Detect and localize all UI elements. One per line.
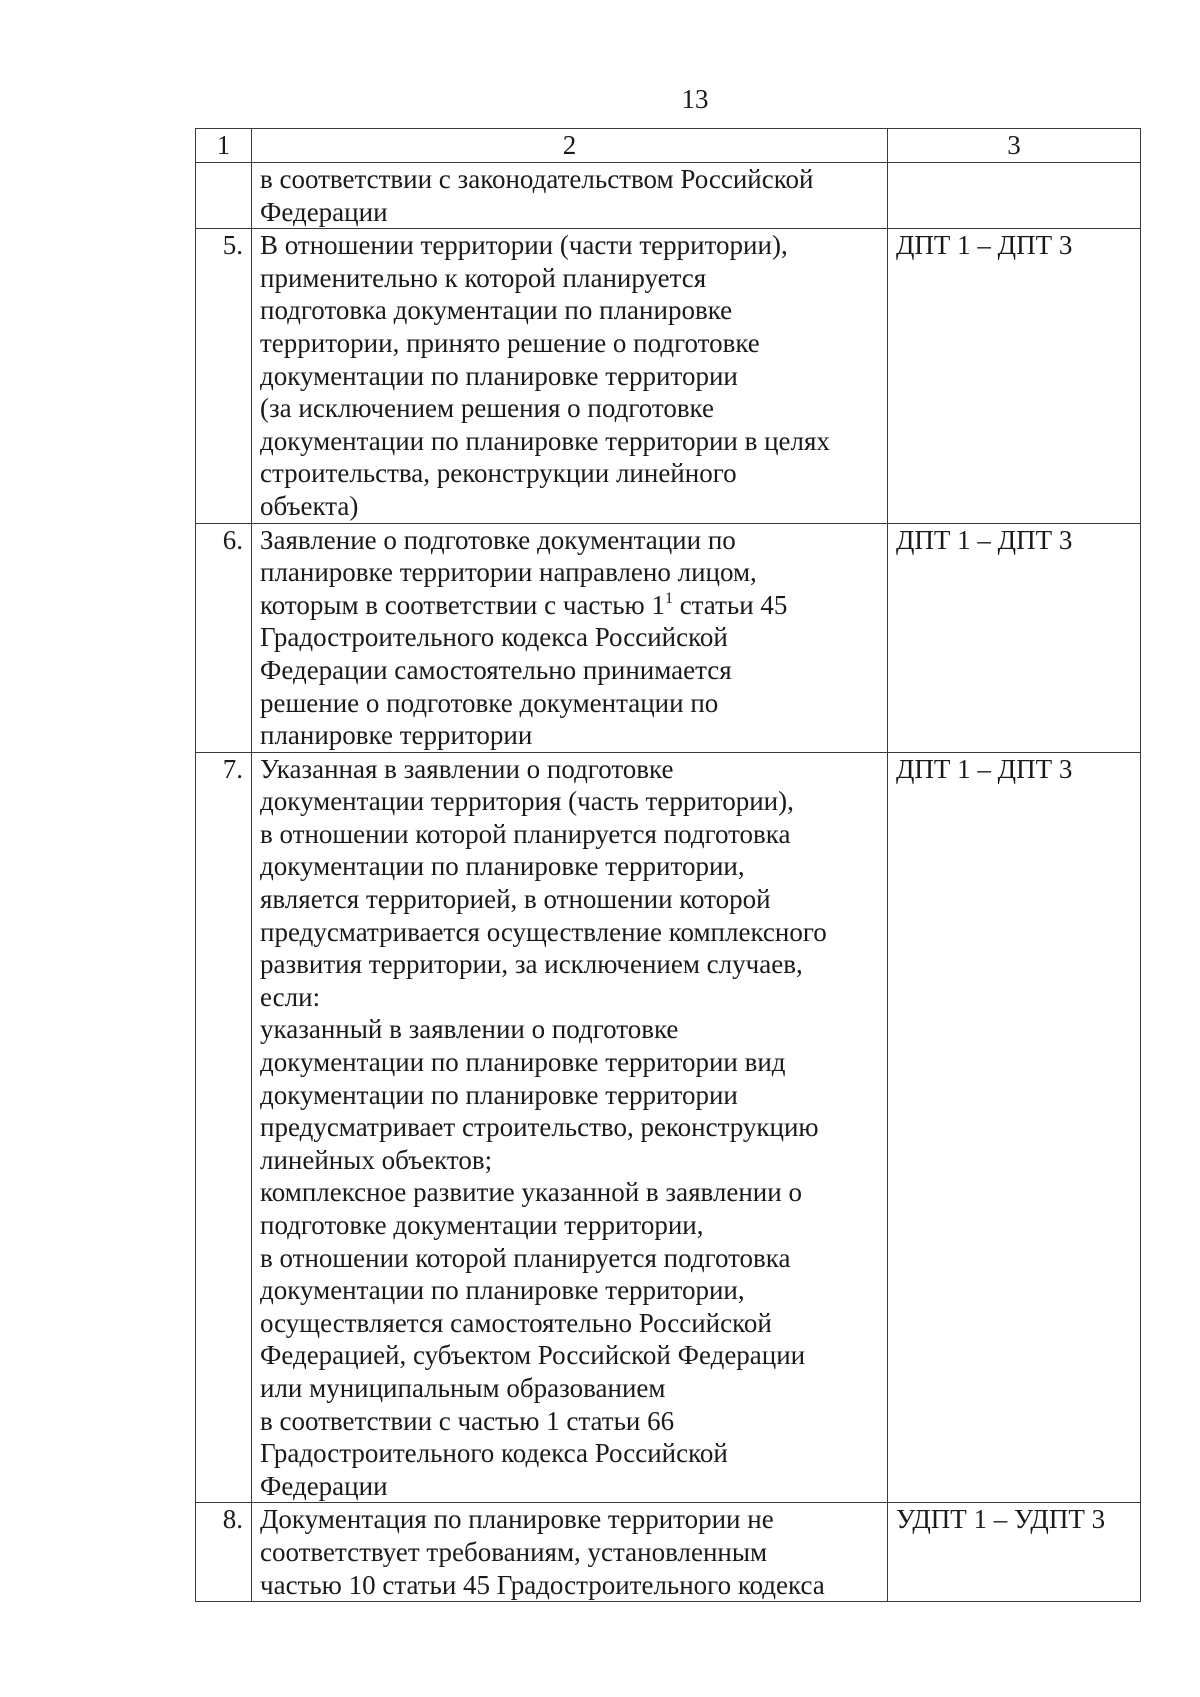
row-text [252,1503,888,1602]
table-row [196,1503,1141,1602]
text-line: соответствует требованиям, установленным [260,1536,768,1567]
text-line: планировке территории [260,720,533,751]
text-line: Федерацией, субъектом Российской Федерации [260,1340,806,1371]
row-code: УДПТ 1 – УДПТ 3 [888,1503,1141,1602]
row-number [196,163,252,229]
text-line: осуществляется самостоятельно Российской [260,1307,772,1338]
text-line: если: [260,981,321,1012]
text-line: документации по планировке территории [260,360,738,391]
text-line: объекта) [260,490,359,521]
text-line: в отношении которой планируется подготовка [260,1242,791,1273]
text-line: в отношении которой планируется подготовка [260,818,791,849]
column-header-1: 1 [196,129,252,163]
text-line: Документация по планировке территории не [260,1504,774,1535]
superscript: 1 [664,589,673,607]
row-code [888,163,1141,229]
page-number: 13 [681,84,709,114]
text-line: (за исключением решения о подготовке [260,393,714,424]
text-fragment: статьи 45 [672,589,788,620]
text-line: или муниципальным образованием [260,1372,666,1403]
row-number: 8. [196,1503,252,1602]
row-code: ДПТ 1 – ДПТ 3 [888,229,1141,523]
text-line: документации по планировке территории вид [260,1047,786,1078]
row-number: 6. [196,523,252,752]
text-line: линейных объектов; [260,1144,493,1175]
text-line: подготовке документации территории, [260,1210,704,1240]
text-line: документации по планировке территории, [260,1275,745,1306]
row-text [252,229,888,523]
row-text [252,752,888,1503]
row-number: 5. [196,229,252,523]
text-line: предусматривается осуществление комплексного [260,916,827,947]
text-line: планировке территории направлено лицом, [260,557,757,588]
column-header-2: 2 [252,129,888,163]
text-line: документации территория (часть территории), [260,786,794,817]
row-number: 7. [196,752,252,1503]
text-line: в соответствии с законодательством Российской [260,164,814,194]
text-line: Заявление о подготовке документации по [260,524,736,555]
row-text [252,163,888,229]
text-line: Градостроительного кодекса Российской [260,622,728,653]
column-header-3: 3 [888,129,1141,163]
table-row [196,752,1141,1503]
text-line: указанный в заявлении о подготовке [260,1014,679,1045]
text-line: строительства, реконструкции линейного [260,458,737,489]
table-row [196,163,1141,229]
text-fragment: которым в соответствии с частью 1 [260,589,665,620]
text-line: является территорией, в отношении которой [260,884,771,915]
text-line: развития территории, за исключением случаев, [260,949,803,980]
row-code: ДПТ 1 – ДПТ 3 [888,523,1141,752]
text-line: частью 10 статьи 45 Градостроительного кодекса [260,1569,825,1600]
text-line: Градостроительного кодекса Российской [260,1438,728,1469]
text-line: Указанная в заявлении о подготовке [260,753,674,784]
table-header-row [196,129,1141,163]
requirements-table [195,128,1141,1602]
table-row [196,229,1141,523]
text-line: территории, принято решение о подготовке [260,327,760,358]
text-line: комплексное развитие указанной в заявлении о [260,1177,802,1208]
text-line: в соответствии с частью 1 статьи 66 [260,1405,675,1436]
text-line: применительно к которой планируется [260,262,707,293]
text-line: документации по планировке территории [260,1079,738,1110]
text-line: подготовка документации по планировке [260,295,733,326]
text-line: предусматривает строительство, реконструкцию [260,1112,819,1143]
text-line: Федерации [260,1470,388,1501]
text-line: документации по планировке территории в целях [260,425,830,456]
row-code: ДПТ 1 – ДПТ 3 [888,752,1141,1503]
row-text [252,523,888,752]
text-line-with-superscript [260,589,879,622]
text-line: Федерации [260,196,388,227]
table-row [196,523,1141,752]
text-line: документации по планировке территории, [260,851,745,882]
text-line: решение о подготовке документации по [260,687,719,718]
text-line: Федерации самостоятельно принимается [260,654,732,685]
text-line: В отношении территории (части территории), [260,230,788,261]
